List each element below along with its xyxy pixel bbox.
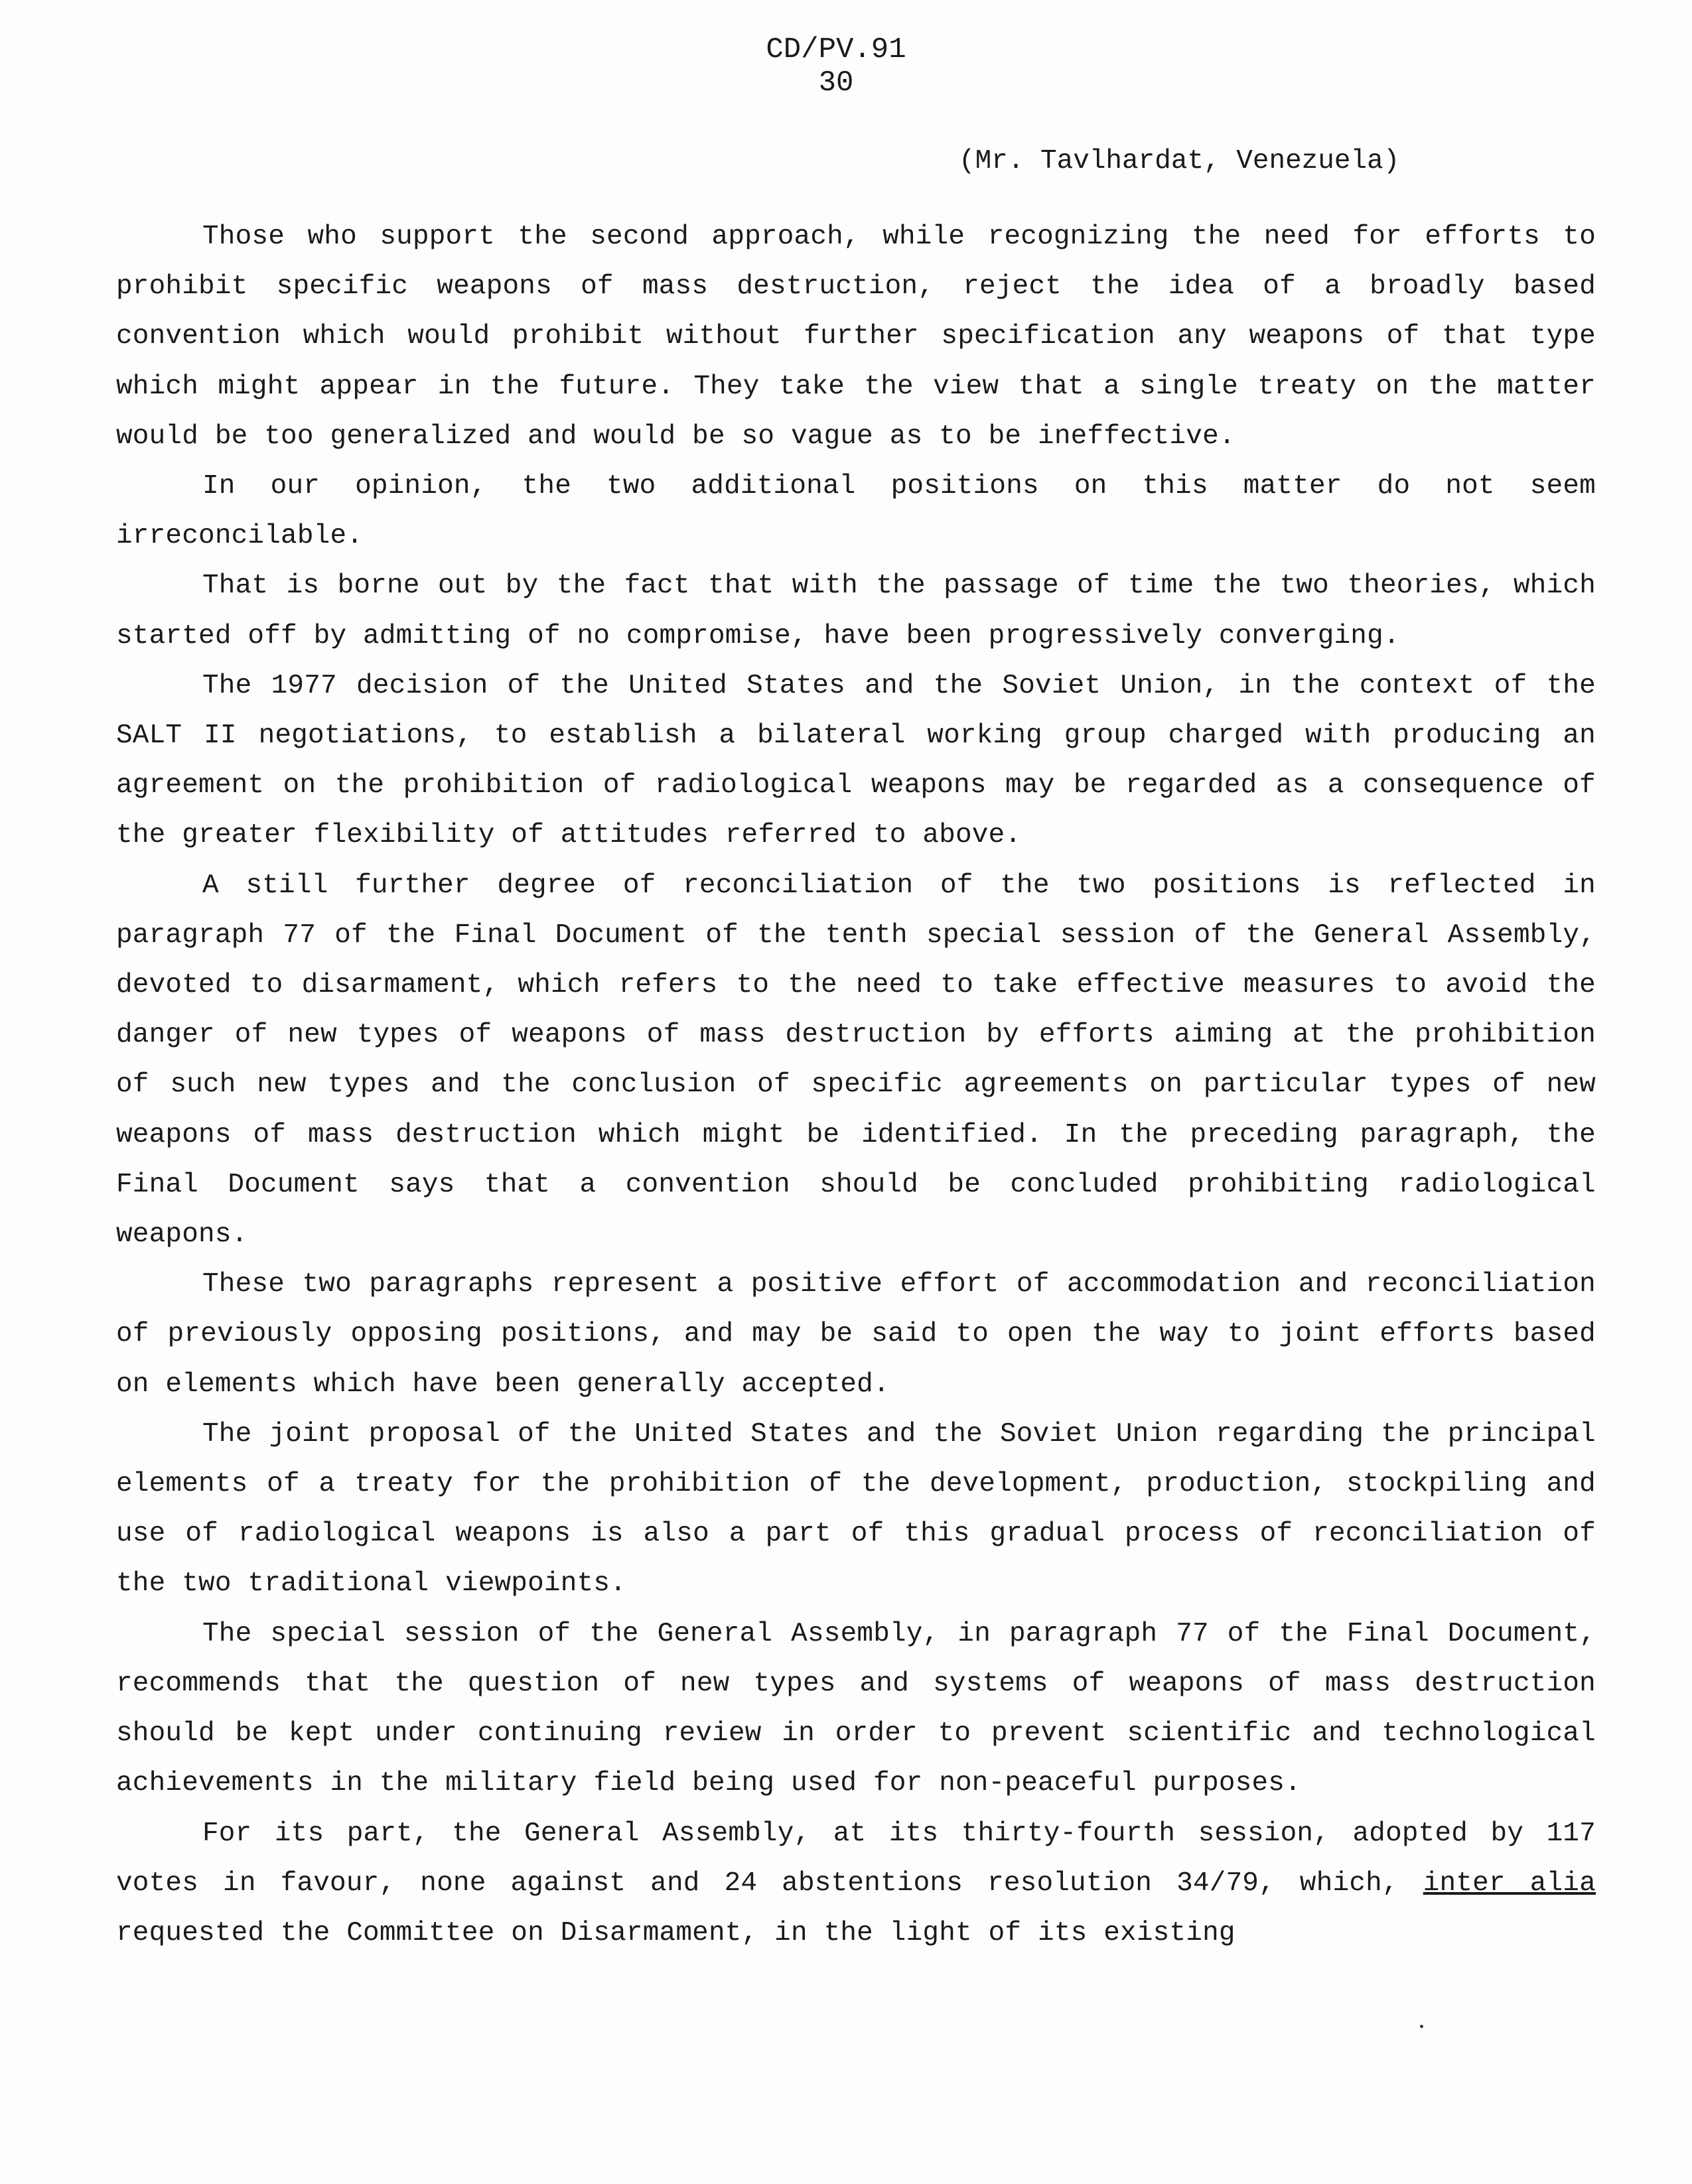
- paragraph-last-start: For its part, the General Assembly, at its thirty-fourth session, adopted by 117 votes in favour, none against and 24 abstentions resolution 34/79, which,: [116, 1818, 1596, 1899]
- paragraph: A still further degree of reconciliation of the two positions is reflected in paragraph 77 of the Final Document of the tenth special session of the General Assembly, devoted to disarmament, which refers to the need to take effective measures to avoid the danger of new types of weapons of mass destruction by efforts aiming at the prohibition of such new types and the conclusion of specific agreements on particular types of new weapons of mass destruction which might be identified. In the preceding paragraph, the Final Document says that a convention should be concluded prohibiting radiological weapons.: [116, 870, 1596, 1251]
- paragraph-last-end: requested the Committee on Disarmament, in the light of its existing: [116, 1917, 1235, 1948]
- page-number: 30: [818, 66, 854, 100]
- body-text: [116, 212, 1596, 1958]
- scan-speck: [1420, 2025, 1423, 2028]
- paragraph: Those who support the second approach, while recognizing the need for efforts to prohibit specific weapons of mass destruction, reject the idea of a broadly based convention which would prohibit without further specification any weapons of that type which might appear in the future. They take the view that a single treaty on the matter would be too generalized and would be so vague as to be ineffective.: [116, 222, 1596, 452]
- page-header: [763, 33, 909, 100]
- paragraph: That is borne out by the fact that with the passage of time the two theories, which started off by admitting of no compromise, have been progressively converging.: [116, 571, 1596, 651]
- paragraph: The 1977 decision of the United States and the Soviet Union, in the context of the SALT II negotiations, to establish a bilateral working group charged with producing an agreement on the prohibition of radiological weapons may be regarded as a consequence of the greater flexibility of attitudes referred to above.: [116, 670, 1596, 851]
- paragraph: These two paragraphs represent a positive effort of accommodation and reconciliation of previously opposing positions, and may be said to open the way to joint efforts based on elements which have been generally accepted.: [116, 1269, 1596, 1400]
- paragraph: The special session of the General Assembly, in paragraph 77 of the Final Document, recommends that the question of new types and systems of weapons of mass destruction should be kept under continuing review in order to prevent scientific and technological achievements in the military field being used for non-peaceful purposes.: [116, 1618, 1596, 1799]
- paragraph: In our opinion, the two additional positions on this matter do not seem irreconcilable.: [116, 471, 1596, 552]
- paragraph: The joint proposal of the United States and the Soviet Union regarding the principal elements of a treaty for the prohibition of the development, production, stockpiling and use of radiological weapons is also a part of this gradual process of reconciliation of the two traditional viewpoints.: [116, 1418, 1596, 1600]
- inter-alia-underlined: inter alia: [1423, 1868, 1596, 1899]
- speaker-attribution: (Mr. Tavlhardat, Venezuela): [959, 146, 1400, 176]
- paragraph-last: [116, 1809, 1596, 1959]
- document-symbol: CD/PV.91: [766, 33, 906, 66]
